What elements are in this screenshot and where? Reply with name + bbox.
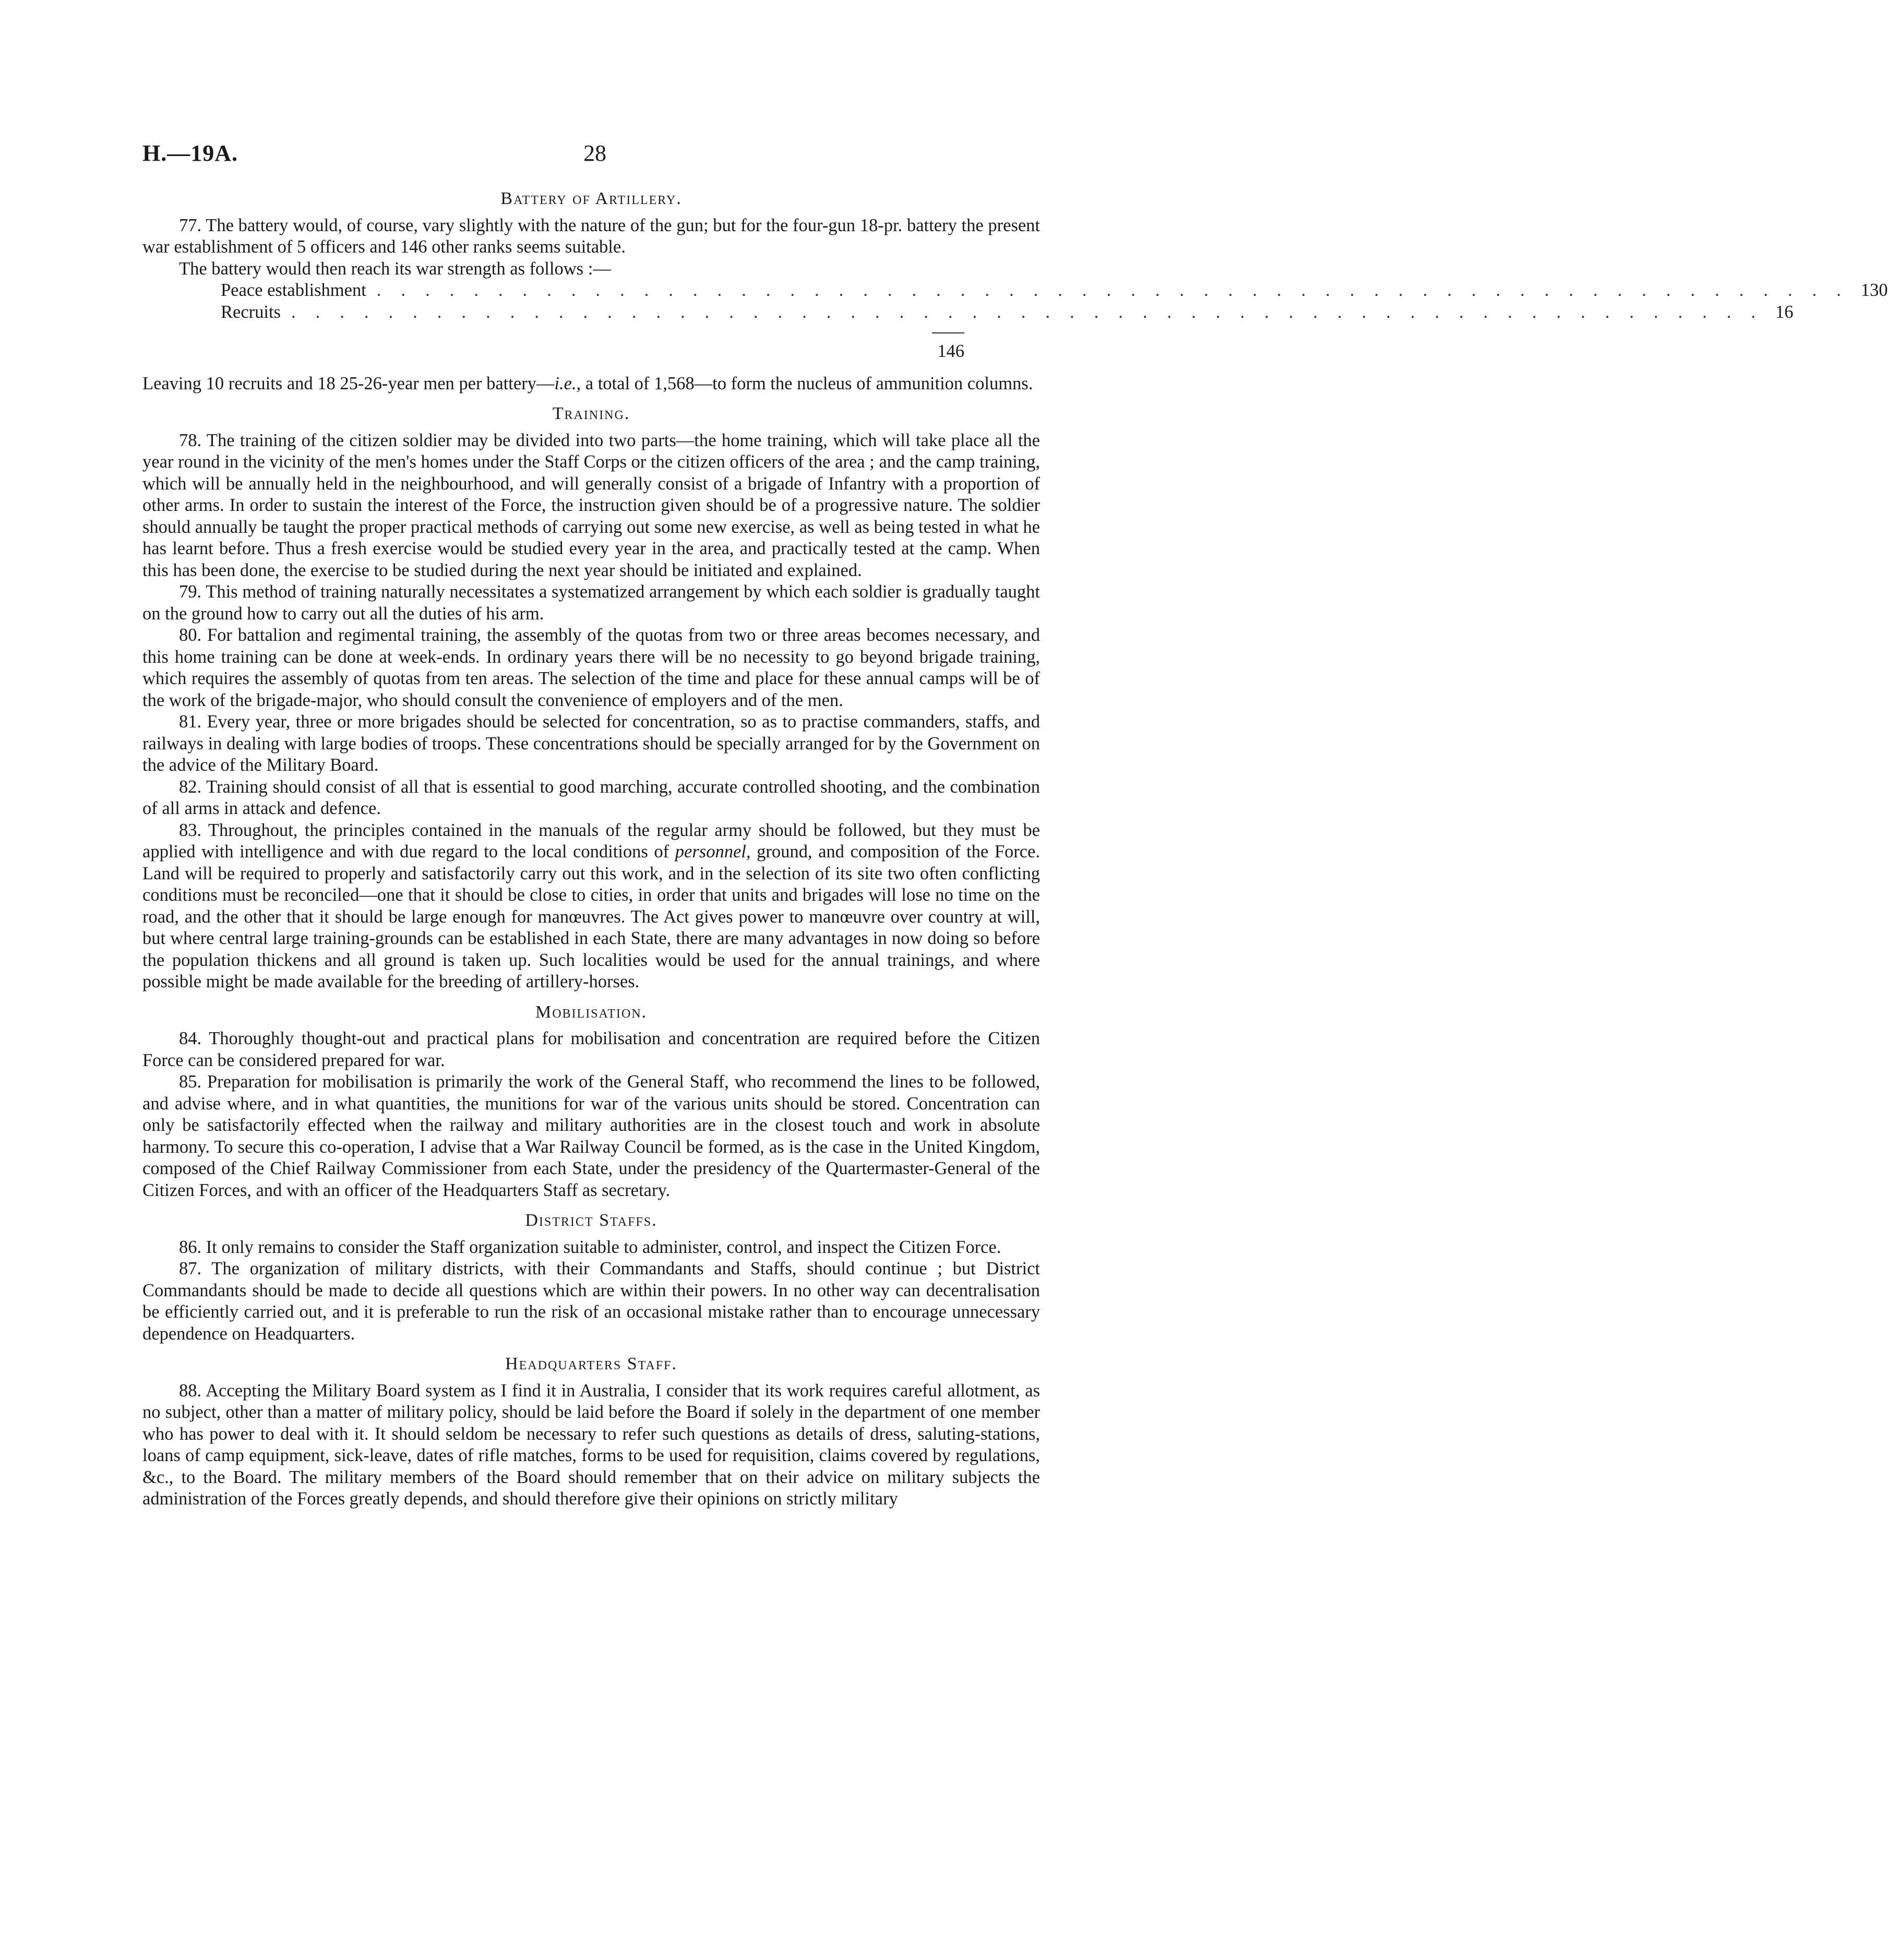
paragraph-77-italic: i.e., <box>554 373 581 393</box>
row-value: 130 <box>1860 280 1888 300</box>
paragraph-85: 85. Preparation for mobilisation is primarily the work of the General Staff, who recommend the lines to be followed, and advise where, and in what quantities, the munitions for war of the various units should be stored. Concentration can only be satisfactorily effected when the railway and military authorities are in the closest touch and work in absolute harmony. To secure this co-operation, I advise that a War Railway Council be formed, as is the case in the United Kingdom, composed of the Chief Railway Commissioner from each State, under the presidency of the Quartermaster-General of the Citizen Forces, and with an officer of the Headquarters Staff as secretary. <box>142 1072 1040 1200</box>
paragraph-78: 78. The training of the citizen soldier may be divided into two parts—the home training, which will take place all the year round in the vicinity of the men's homes under the Staff Corps or the citizen officers of the area ; and the camp training, which will be annually held in the neighbourhood, and will generally consist of a brigade of Infantry with a proportion of other arms. In order to sustain the interest of the Force, the instruction given should be of a progressive nature. The soldier should annually be taught the proper practical methods of carrying out some new exercise, as well as being tested in what he has learnt before. Thus a fresh exercise would be studied every year in the area, and practically tested at the camp. When this has been done, the exercise to be studied during the next year should be initiated and explained. <box>142 430 1040 580</box>
paragraph-77-text-end: a total of 1,568—to form the nucleus of ammunition columns. <box>581 373 1033 393</box>
page-body <box>142 188 1888 1510</box>
row-value: 16 <box>1775 302 1794 322</box>
document-reference: H.—19A. <box>142 140 238 166</box>
paragraph-79: 79. This method of training naturally necessitates a systematized arrangement by which each soldier is gradually taught on the ground how to carry out all the duties of his arm. <box>142 582 1040 624</box>
paragraph-88: 88. Accepting the Military Board system as I find it in Australia, I consider that its work requires careful allotment, as no subject, other than a matter of military policy, should be laid before the Board if solely in the department of one member who has power to deal with it. It should seldom be necessary to refer such questions as details of dress, saluting-stations, loans of camp equipment, sick-leave, dates of rifle matches, forms to be used for requisition, claims covered by regulations, &c., to the Board. The military members of the Board should remember that on their advice on military subjects the administration of the Forces greatly depends, and should therefore give their opinions on strictly military <box>142 1380 1040 1509</box>
paragraph-81: 81. Every year, three or more brigades should be selected for concentration, so as to practise commanders, staffs, and railways in dealing with large bodies of troops. These concentrations should be specially arranged for by the Government on the advice of the Military Board. <box>142 712 1040 775</box>
heading-district-staffs: District Staffs. <box>525 1211 658 1230</box>
row-label: Peace establishment <box>221 280 366 300</box>
paragraph-83-text: 83. Throughout, the principles contained in the manuals of the regular army should be followed, but they must be applied with intelligence and with due regard to the local conditions of <box>142 820 1040 862</box>
paragraph-87: 87. The organization of military districts, with their Commandants and Staffs, should continue ; but District Commandants should be made to decide all questions which are within their powers. In no other way can decentralisation be efficiently carried out, and it is preferable to run the risk of an occasional mistake rather than to encourage unnecessary dependence on Headquarters. <box>142 1259 1040 1344</box>
paragraph-83-text-end: ground, and composition of the Force. Land will be required to properly and satisfactorily carry out this work, and in the selection of its site two often conflicting conditions must be reconciled—one that it should be close to cities, in order that units and brigades will lose no time on the road, and the other that it should be large enough for manœuvres. The Act gives power to manœuvre over country at will, but where central large training-grounds can be established in each State, there are many advantages in now doing so before the population thickens and all ground is taken up. Such localities would be used for the annual trainings, and where possible might be made available for the breeding of artillery-horses. <box>142 842 1040 991</box>
table-total-row <box>221 341 964 363</box>
paragraph-86: 86. It only remains to consider the Staff organization suitable to administer, control, and inspect the Citizen Force. <box>179 1237 1001 1257</box>
heading-battery-of-artillery: Battery of Artillery. <box>500 189 682 208</box>
page-header <box>142 140 1040 171</box>
table-row <box>221 302 1794 324</box>
paragraph-83 <box>142 820 1040 993</box>
heading-headquarters-staff: Headquarters Staff. <box>505 1354 677 1373</box>
page-number: 28 <box>583 140 606 166</box>
war-strength-table <box>221 280 1888 363</box>
paragraph-83-italic: personnel, <box>675 842 751 862</box>
heading-mobilisation: Mobilisation. <box>535 1002 648 1022</box>
row-label: Recruits <box>221 302 281 322</box>
leader-dots: ............................................................. <box>376 280 1861 300</box>
paragraph-77-intro-table: The battery would then reach its war strength as follows :— <box>179 258 611 279</box>
paragraph-77: 77. The battery would, of course, vary slightly with the nature of the gun; but for the four-gun 18-pr. battery the present war establishment of 5 officers and 146 other ranks seems suitable. <box>142 215 1040 257</box>
paragraph-77-continued <box>142 373 1040 395</box>
paragraph-77-text: Leaving 10 recruits and 18 25-26-year men per battery— <box>142 373 555 393</box>
paragraph-82: 82. Training should consist of all that is essential to good marching, accurate controlled shooting, and the combination of all arms in attack and defence. <box>142 776 1040 818</box>
heading-training: Training. <box>552 404 630 423</box>
leader-dots: ............................................................. <box>291 302 1776 322</box>
paragraph-84: 84. Thoroughly thought-out and practical plans for mobilisation and concentration are required before the Citizen Force can be considered prepared for war. <box>142 1029 1040 1070</box>
paragraph-80: 80. For battalion and regimental training, the assembly of the quotas from two or three areas becomes necessary, and this home training can be done at week-ends. In ordinary years there will be no necessity to go beyond brigade training, which requires the assembly of quotas from ten areas. The selection of the time and place for these annual camps will be of the work of the brigade-major, who should consult the convenience of employers and of the men. <box>142 625 1040 710</box>
table-row <box>221 280 1888 302</box>
total-rule <box>932 332 964 333</box>
table-total-value: 146 <box>937 341 964 361</box>
